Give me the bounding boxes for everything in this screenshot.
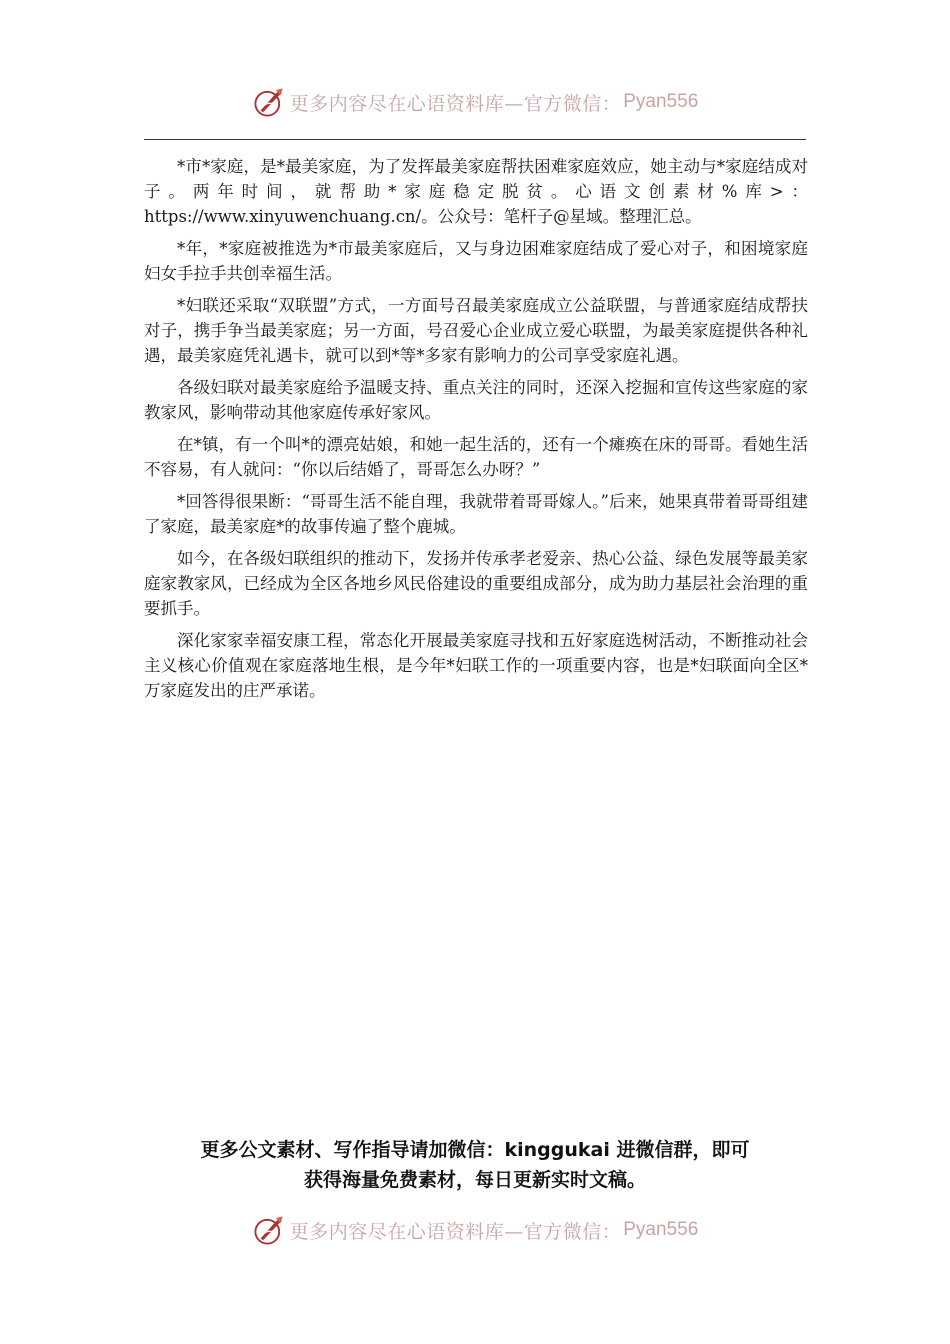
footer-brand-id: Pyan556 — [623, 1219, 699, 1240]
header-brand — [0, 82, 950, 122]
footer-brand-text: 更多内容尽在心语资料库—官方微信： — [289, 1220, 622, 1243]
quill-logo-icon — [252, 85, 286, 119]
document-body — [144, 154, 808, 710]
header-brand-id: Pyan556 — [623, 91, 699, 112]
paragraph: 如今，在各级妇联组织的推动下，发扬并传承孝老爱亲、热心公益、绿色发展等最美家庭家教家风，已经成为全区各地乡风民俗建设的重要组成部分，成为助力基层社会治理的重要抓手。 — [144, 549, 808, 618]
paragraph: *回答得很果断：“哥哥生活不能自理，我就带着哥哥嫁人。”后来，她果真带着哥哥组建了家庭，最美家庭*的故事传遍了整个鹿城。 — [144, 492, 808, 536]
paragraph: *妇联还采取“双联盟”方式，一方面号召最美家庭成立公益联盟，与普通家庭结成帮扶对子，携手争当最美家庭；另一方面，号召爱心企业成立爱心联盟，为最美家庭提供各种礼遇，最美家庭凭礼遇卡，就可以到*等*多家有影响力的公司享受家庭礼遇。 — [144, 296, 808, 365]
footer-promo — [120, 1135, 830, 1195]
paragraph: 深化家家幸福安康工程，常态化开展最美家庭寻找和五好家庭选树活动，不断推动社会主义核心价值观在家庭落地生根，是今年*妇联工作的一项重要内容，也是*妇联面向全区*万家庭发出的庄严承诺。 — [144, 631, 808, 700]
paragraph: 在*镇，有一个叫*的漂亮姑娘，和她一起生活的，还有一个瘫痪在床的哥哥。看她生活不容易，有人就问：“你以后结婚了，哥哥怎么办呀？” — [144, 435, 808, 479]
paragraph: *年，*家庭被推选为*市最美家庭后，又与身边困难家庭结成了爱心对子，和困境家庭妇女手拉手共创幸福生活。 — [144, 239, 808, 283]
footer-brand — [0, 1210, 950, 1250]
quill-logo-icon — [252, 1213, 286, 1247]
paragraph: *市*家庭，是*最美家庭，为了发挥最美家庭帮扶困难家庭效应，她主动与*家庭结成对子。两年时间，就帮助*家庭稳定脱贫。心语文创素材%库>：https://www.xinyuwenchuang.cn/。公众号：笔杆子@星域。整理汇总。 — [144, 157, 808, 226]
header-divider — [144, 139, 806, 140]
header-brand-text: 更多内容尽在心语资料库—官方微信： — [289, 92, 622, 115]
footer-promo-line-1: 更多公文素材、写作指导请加微信：kinggukai 进微信群，即可 — [200, 1139, 750, 1161]
footer-promo-line-2: 获得海量免费素材，每日更新实时文稿。 — [303, 1169, 646, 1191]
paragraph: 各级妇联对最美家庭给予温暖支持、重点关注的同时，还深入挖掘和宣传这些家庭的家教家风，影响带动其他家庭传承好家风。 — [144, 378, 808, 422]
